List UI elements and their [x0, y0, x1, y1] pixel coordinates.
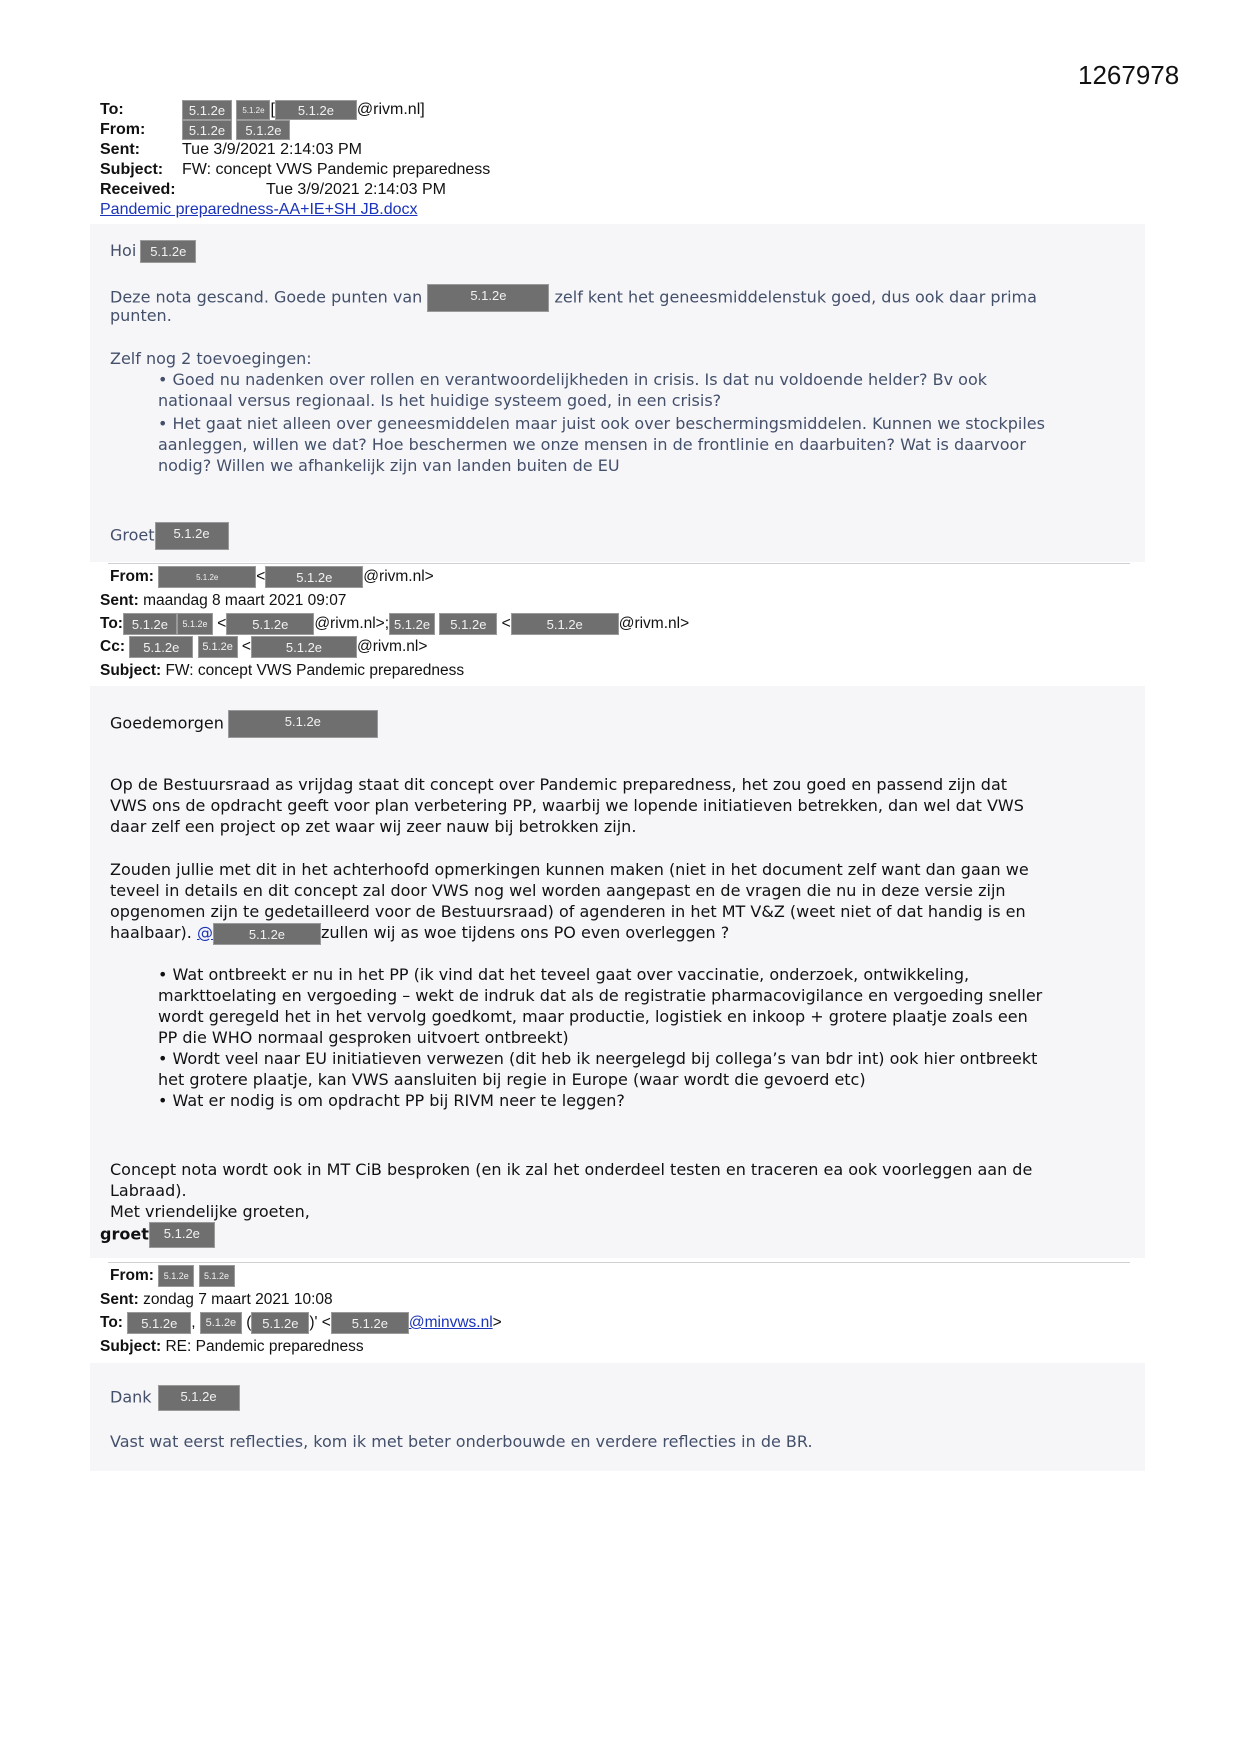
message-3-body [90, 1363, 1145, 1471]
header-received-value: Tue 3/9/2021 2:14:03 PM [266, 181, 446, 198]
text-line: daar zelf een project op zet waar wij zeer nauw bij betrokken zijn. [110, 817, 637, 836]
redaction-box: 5.1.2e [265, 566, 363, 588]
msg3-greeting [110, 1385, 240, 1411]
msg2-bullets [158, 964, 1042, 1111]
subject-label: Subject: [100, 662, 162, 679]
redaction-box: 5.1.2e [275, 100, 357, 120]
from-label: From: [110, 1267, 154, 1285]
redaction-box: 5.1.2e [158, 566, 256, 588]
divider [108, 1262, 1130, 1263]
text-line: aanleggen, willen we dat? Hoe beschermen we onze mensen in de frontlinie en daarbuiten? Wat is daarvoor [158, 435, 1026, 454]
text-line: nodig? Willen we afhankelijk zijn van landen buiten de EU [158, 456, 620, 475]
redaction-box: 5.1.2e [140, 240, 196, 263]
redaction-box: 5.1.2e [155, 522, 229, 550]
msg2-closing [100, 1222, 215, 1248]
cc-label: Cc: [100, 638, 125, 656]
msg2-paragraph-2 [110, 859, 1029, 945]
redaction-box: 5.1.2e [123, 613, 177, 635]
text-line: wordt geregeld het in het vervolg goedkomt, maar productie, logistiek en inkoop + grotere plaatje zoals een [158, 1007, 1028, 1026]
text-line: het grotere plaatje, kan VWS aansluiten bij regie in Europe (waar wordt die gevoerd etc) [158, 1070, 866, 1089]
to-label: To: [100, 615, 123, 633]
redaction-box: 5.1.2e [158, 1385, 240, 1411]
msg2-sent-row [100, 590, 346, 611]
msg2-paragraph-3 [110, 1159, 1032, 1222]
text-line: Concept nota wordt ook in MT CiB besproken (en ik zal het onderdeel testen en traceren ea ook voorleggen aan de [110, 1160, 1033, 1179]
closing-text: Groet [110, 525, 155, 545]
redaction-box: 5.1.2e [439, 613, 497, 635]
redaction-box: 5.1.2e [158, 1265, 194, 1287]
msg2-subject-row [100, 660, 464, 681]
text-fragment: , [191, 1314, 196, 1332]
msg1-greeting [110, 240, 196, 263]
greeting-text: Goedemorgen [110, 713, 224, 733]
subject-value: RE: Pandemic preparedness [165, 1338, 364, 1355]
header-subject-row [100, 160, 490, 180]
text-line: teveel in details en dit concept zal door VWS nog wel worden aangepast en de vragen die nu in deze versie zijn [110, 881, 1006, 900]
redaction-box: 5.1.2e [149, 1222, 215, 1248]
header-received-label: Received: [100, 181, 176, 198]
redaction-box: 5.1.2e [331, 1312, 409, 1334]
redaction-box: 5.1.2e [389, 613, 435, 635]
redaction-box: 5.1.2e [251, 1312, 309, 1334]
text-line [110, 922, 1029, 945]
mention-link[interactable]: @ [196, 923, 213, 942]
msg1-closing [110, 522, 229, 550]
text-line: • Goed nu nadenken over rollen en verantwoordelijkheden in crisis. Is dat nu voldoende helder? Bv ook [158, 370, 987, 389]
header-from-label: From: [100, 121, 146, 139]
greeting-text: Hoi [110, 241, 137, 260]
text-line: PP die WHO normaal gesproken uitvoert ontbreekt) [158, 1028, 569, 1047]
text-line: Deze nota gescand. Goede punten van [110, 287, 423, 307]
redaction-box: 5.1.2e [129, 636, 193, 658]
redaction-box: 5.1.2e [200, 1312, 242, 1334]
sent-label: Sent: [100, 592, 139, 609]
msg2-to-row: To: 5.1.2e 5.1.2e < 5.1.2e @rivm.nl>; 5.1.2e 5.1.2e < 5.1.2e @rivm.nl> [100, 613, 689, 635]
text-line: • Het gaat niet alleen over geneesmiddelen maar juist ook over beschermingsmiddelen. Kunnen we stockpiles [158, 414, 1045, 433]
text-line: • Wat ontbreekt er nu in het PP (ik vind dat het teveel gaat over vaccinatie, onderzoek, ontwikkeling, [158, 965, 970, 984]
msg3-from-row [110, 1265, 235, 1287]
subject-label: Subject: [100, 1338, 162, 1355]
sent-value: zondag 7 maart 2021 10:08 [143, 1291, 333, 1308]
text-line: nationaal versus regionaal. Is het huidige systeem goed, in een crisis? [158, 391, 722, 410]
header-to-label: To: [100, 101, 124, 119]
closing-text: groet [100, 1224, 149, 1244]
text-line: Labraad). [110, 1181, 187, 1200]
redaction-box: 5.1.2e [228, 710, 378, 738]
header-sent-row [100, 140, 362, 160]
msg1-intro: Zelf nog 2 toevoegingen: [110, 349, 312, 368]
greeting-text: Dank [110, 1387, 152, 1407]
sent-value: maandag 8 maart 2021 09:07 [143, 592, 347, 609]
cc-suffix: @rivm.nl> [356, 638, 428, 656]
to-label: To: [100, 1314, 123, 1332]
msg2-paragraph-1 [110, 774, 1024, 837]
msg1-bullet-2 [158, 413, 1045, 476]
text-line: zelf kent het geneesmiddelenstuk goed, dus ook daar prima [554, 287, 1037, 307]
header-sent-label: Sent: [100, 141, 140, 158]
text-fragment: zullen wij as woe tijdens ons PO even overleggen ? [320, 923, 730, 942]
redaction-box: 5.1.2e [199, 1265, 235, 1287]
text-line: Met vriendelijke groeten, [110, 1202, 310, 1221]
header-sent-value: Tue 3/9/2021 2:14:03 PM [182, 141, 362, 158]
text-fragment: > [492, 1314, 502, 1332]
msg1-paragraph-1 [110, 284, 1037, 312]
text-fragment: ( [246, 1314, 252, 1332]
msg1-bullet-1 [158, 369, 987, 411]
redaction-box: 5.1.2e [182, 120, 232, 140]
msg2-from-row: From: 5.1.2e < 5.1.2e @rivm.nl> [110, 566, 434, 588]
redaction-box: 5.1.2e [177, 613, 213, 635]
attachment-link[interactable]: Pandemic preparedness-AA+IE+SH JB.docx [100, 201, 418, 218]
text-line: Op de Bestuursraad as vrijdag staat dit concept over Pandemic preparedness, het zou goed en passend zijn dat [110, 775, 1008, 794]
header-received-row [100, 180, 446, 200]
text-line: Zouden jullie met dit in het achterhoofd opmerkingen kunnen maken (niet in het document zelf want dan gaan we [110, 860, 1029, 879]
msg3-to-row [100, 1312, 502, 1334]
from-label: From: [110, 568, 154, 586]
subject-value: FW: concept VWS Pandemic preparedness [165, 662, 465, 679]
redaction-box: 5.1.2e [226, 613, 314, 635]
text-line: markttoelating en vergoeding – wekt de indruk dat als de registratie pharmacovigilance en vergoeding sneller [158, 986, 1043, 1005]
header-subject-value: FW: concept VWS Pandemic preparedness [182, 161, 491, 178]
from-suffix: @rivm.nl> [363, 568, 434, 586]
redaction-box: 5.1.2e [511, 613, 619, 635]
text-line: • Wat er nodig is om opdracht PP bij RIVM neer te leggen? [158, 1091, 625, 1110]
text-line: VWS ons de opdracht geeft voor plan verbetering PP, waarbij we lopende initiatieven betrekken, dan wel dat VWS [110, 796, 1024, 815]
msg1-paragraph-1-cont: punten. [110, 306, 172, 325]
redaction-box: 5.1.2e [127, 1312, 191, 1334]
redaction-box: 5.1.2e [236, 100, 270, 120]
redaction-box: 5.1.2e [182, 100, 232, 120]
header-subject-label: Subject: [100, 161, 164, 178]
header-to-suffix: @rivm.nl] [356, 101, 425, 119]
header-to-row: To: 5.1.2e 5.1.2e [ 5.1.2e @rivm.nl] [100, 101, 425, 119]
sent-label: Sent: [100, 1291, 139, 1308]
attachment-link-row[interactable] [100, 200, 418, 220]
divider [108, 563, 1130, 564]
text-fragment: haalbaar). [110, 923, 192, 942]
msg3-subject-row [100, 1336, 364, 1357]
redaction-box: 5.1.2e [251, 636, 357, 658]
msg2-cc-row: Cc: 5.1.2e 5.1.2e < 5.1.2e @rivm.nl> [100, 636, 427, 658]
to-suffix: @rivm.nl> [618, 615, 690, 633]
header-from-row [100, 120, 290, 140]
redaction-box: 5.1.2e [213, 923, 321, 945]
msg2-greeting [110, 710, 378, 738]
text-line: opgenomen zijn te gedetailleerd voor de Bestuursraad) of agenderen in het MT V&Z (weet niet of dat handig is en [110, 902, 1026, 921]
email-link[interactable]: @minvws.nl [408, 1314, 493, 1332]
text-fragment: )' < [309, 1314, 331, 1332]
to-mid: @rivm.nl>; [314, 615, 390, 633]
redaction-box: 5.1.2e [198, 636, 238, 658]
msg3-sent-row [100, 1289, 333, 1310]
redaction-box: 5.1.2e [427, 284, 549, 312]
text-line: • Wordt veel naar EU initiatieven verwezen (dit heb ik neergelegd bij collega’s van bdr int) ook hier ontbreekt [158, 1049, 1038, 1068]
redaction-box: 5.1.2e [236, 120, 290, 140]
msg3-body-text: Vast wat eerst reflecties, kom ik met beter onderbouwde en verdere reflecties in de BR. [110, 1432, 813, 1451]
document-number: 1267978 [1078, 60, 1180, 90]
